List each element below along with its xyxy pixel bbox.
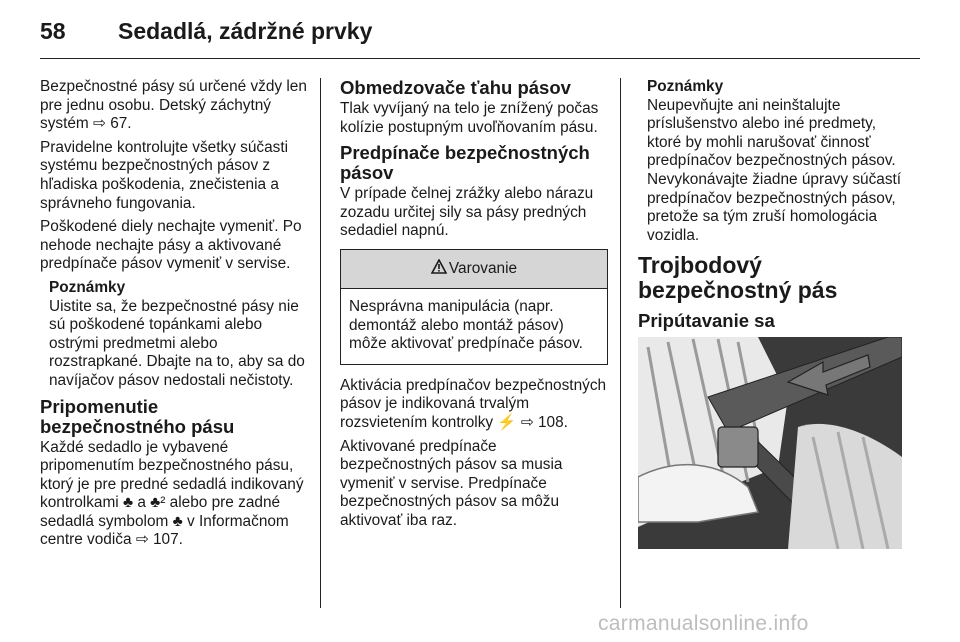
note-title: Poznámky bbox=[49, 278, 126, 296]
seatbelt-illustration bbox=[638, 337, 902, 549]
warning-header bbox=[341, 250, 607, 289]
note-text: Uistite sa, že bezpečnostné pásy nie sú poškodené topánkami alebo ostrými predmetmi alebo rozstrapkané. Dbajte na to, aby sa do navíjačov pásov nedostali nečistoty. bbox=[49, 297, 305, 389]
page-header bbox=[40, 18, 920, 58]
warning-title: Varovanie bbox=[448, 259, 518, 277]
heading-belt-pretensioners: Predpínače bezpečnostných pásov bbox=[340, 142, 590, 184]
page-number: 58 bbox=[40, 18, 66, 44]
watermark: carmanualsonline.info bbox=[598, 612, 809, 635]
paragraph-activation-indicated: Aktivácia predpínačov bezpečnostných pásov je indikovaná trvalým rozsvietením kontrolky ⚡ ⇨ 108. bbox=[340, 376, 607, 431]
heading-three-point-belt: Trojbodový bezpečnostný pás bbox=[638, 252, 838, 304]
column-divider-2 bbox=[620, 78, 621, 608]
paragraph-pretensioners: V prípade čelnej zrážky alebo nárazu zozadu určitej sily sa pásy predných sedadiel napnú. bbox=[340, 185, 594, 240]
heading-fastening: Pripútavanie sa bbox=[638, 310, 775, 332]
heading-belt-reminder: Pripomenutie bezpečnostného pásu bbox=[40, 395, 235, 437]
column-divider-1 bbox=[320, 78, 321, 608]
heading-belt-force-limiters: Obmedzovače ťahu pásov bbox=[340, 77, 571, 98]
paragraph-force-limiters: Tlak vyvíjaný na telo je znížený počas kolízie postupným uvoľňovaním pásu. bbox=[340, 100, 599, 136]
paragraph-replace-activated: Aktivované predpínače bezpečnostných pásov sa musia vymeniť v servise. Predpínače bezpečnostných pásov sa môžu aktivovať iba raz. bbox=[340, 437, 563, 529]
section-title: Sedadlá, zádržné prvky bbox=[118, 18, 373, 44]
note-block-accessories bbox=[638, 78, 906, 245]
warning-box bbox=[340, 249, 608, 365]
note-text: Neupevňujte ani neinštalujte príslušenstvo alebo iné predmety, ktoré by mohli narušovať činnosť predpínačov bezpečnostných pásov. Nevykonávajte žiadne úpravy súčastí predpínačov bezpečnostných pásov, pretože sa tým zruší homologácia vozidla. bbox=[647, 96, 902, 244]
warning-text: Nesprávna manipulácia (napr. demontáž alebo montáž pásov) môže aktivovať predpínače pásov. bbox=[349, 297, 583, 353]
column-2 bbox=[340, 78, 608, 536]
column-3 bbox=[638, 78, 906, 554]
paragraph-belt-reminder: Každé sedadlo je vybavené pripomenutím bezpečnostného pásu, ktorý je pre predné sedadlá indikovaný kontrolkami ♣ a ♣² alebo pre zadné sedadlá symbolom ♣ v Informačnom centre vodiča ⇨ 107. bbox=[40, 438, 304, 549]
column-1 bbox=[40, 78, 308, 555]
note-title: Poznámky bbox=[647, 78, 724, 95]
warning-triangle-icon bbox=[431, 259, 447, 279]
paragraph-check-components: Pravidelne kontrolujte všetky súčasti systému bezpečnostných pásov z hľadiska poškodenia, znečistenia a správneho fungovania. bbox=[40, 138, 289, 212]
note-block bbox=[40, 279, 308, 391]
paragraph-replace-damaged: Poškodené diely nechajte vymeniť. Po nehode nechajte pásy a aktivované predpínače pásov vymeniť v servise. bbox=[40, 218, 302, 273]
paragraph-belts-one-person: Bezpečnostné pásy sú určené vždy len pre jednu osobu. Detský záchytný systém ⇨ 67. bbox=[40, 78, 307, 133]
header-divider bbox=[40, 58, 920, 59]
